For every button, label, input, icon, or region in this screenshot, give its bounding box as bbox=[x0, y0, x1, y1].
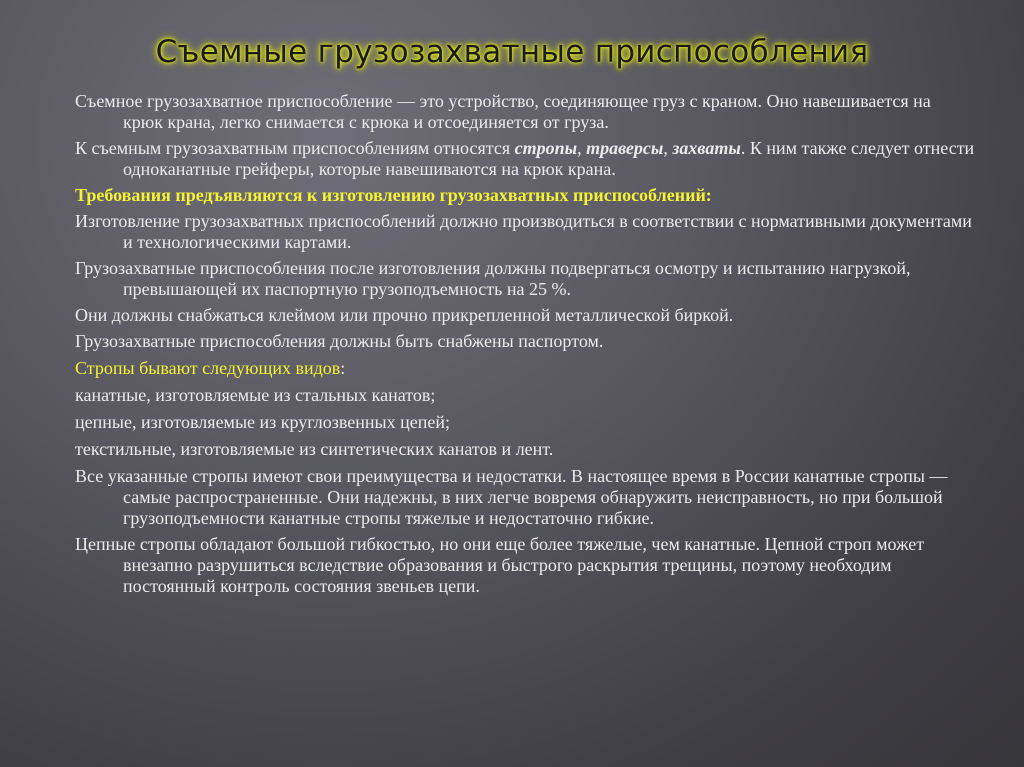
slide-body bbox=[75, 91, 975, 602]
slide-title: Съемные грузозахватные приспособления bbox=[155, 34, 869, 70]
paragraph-comparison: Все указанные стропы имеют свои преимущества и недостатки. В настоящее время в России канатные стропы — самые распространенные. Они надежны, в них легче вовремя обнаружить неисправность, но при большой грузоподъемности канатные стропы тяжелые и недостаточно гибкие. bbox=[75, 466, 948, 528]
list-item-rope: канатные, изготовляемые из стальных канатов; bbox=[75, 385, 436, 405]
emph-item-traverses: траверсы bbox=[586, 138, 664, 158]
paragraph-chain-slings: Цепные стропы обладают большой гибкостью, но они еще более тяжелые, чем канатные. Цепной строп может внезапно разрушиться вследствие образования и быстрого раскрытия трещины, поэтому необходим постоянный контроль состояния звеньев цепи. bbox=[75, 534, 925, 596]
list-item-textile: текстильные, изготовляемые из синтетических канатов и лент. bbox=[75, 439, 554, 459]
sling-types-heading bbox=[75, 358, 975, 379]
paragraph-manufacture: Изготовление грузозахватных приспособлений должно производиться в соответствии с нормативными документами и технологическими картами. bbox=[75, 211, 972, 252]
requirements-heading: Требования предъявляются к изготовлению грузозахватных приспособлений: bbox=[75, 185, 712, 205]
emph-item-slings: стропы bbox=[514, 138, 578, 158]
paragraph-types bbox=[75, 138, 975, 180]
paragraph-types-suffix: . К ним также следует отнести одноканатные грейферы, которые навешиваются на крюк крана. bbox=[123, 138, 975, 179]
paragraph-passport: Грузозахватные приспособления должны быть снабжены паспортом. bbox=[75, 331, 604, 351]
paragraph-testing: Грузозахватные приспособления после изготовления должны подвергаться осмотру и испытанию нагрузкой, превышающей их паспортную грузоподъемность на 25 %. bbox=[75, 258, 911, 299]
sling-types-highlight: Стропы бывают следующих видов bbox=[75, 358, 341, 378]
list-item-chain: цепные, изготовляемые из круглозвенных цепей; bbox=[75, 412, 450, 432]
separator: , bbox=[663, 138, 673, 158]
emph-item-grips: захваты bbox=[672, 138, 741, 158]
paragraph-marking: Они должны снабжаться клеймом или прочно прикрепленной металлической биркой. bbox=[75, 305, 734, 325]
separator: , bbox=[577, 138, 587, 158]
paragraph-types-prefix: К съемным грузозахватным приспособлениям относятся bbox=[75, 138, 515, 158]
sling-types-colon: : bbox=[340, 358, 346, 378]
paragraph-definition: Съемное грузозахватное приспособление — это устройство, соединяющее груз с краном. Оно навешивается на крюк крана, легко снимается с крюка и отсоединяется от груза. bbox=[75, 91, 931, 132]
